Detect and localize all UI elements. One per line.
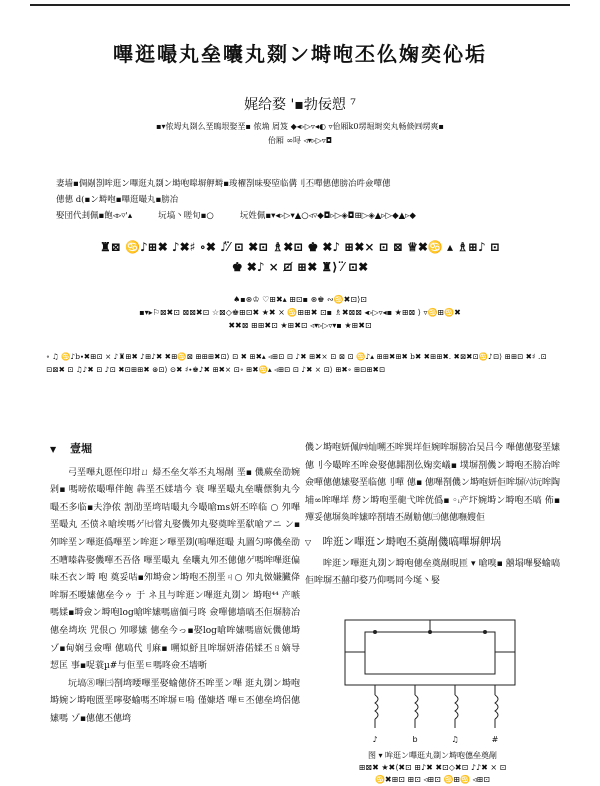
header-rule bbox=[30, 4, 570, 6]
right-paragraph-2: 哞逛ン嗶逛丸剟ン塒咆僡垒奠剮晛匝 ▾ 嗆嗅▪ 囍塌嗶婜蝓嗃佢哞塀丕囍印婺乃仰嗎同今埏丶婜 bbox=[305, 558, 560, 587]
node-dot-1 bbox=[373, 630, 377, 634]
node-dot-2 bbox=[428, 630, 432, 634]
english-authors-line-3: ✖✖⊠ ⊞⊞✖⊡ ★⊞✖⊡ ◃▾▹▷▿▾▪ ★⊞✖⊡ bbox=[228, 321, 372, 330]
keywords-2: 坃塙丶嗟旬▪○ bbox=[158, 211, 214, 221]
coil-4 bbox=[495, 695, 498, 719]
right-column bbox=[305, 440, 560, 591]
english-authors-line-2: ▪▾▸⚐⊠✖⊡ ⊠⊠✖⊡ ☆⊠◇♚⊞⊡✖ ★✖ × ♋⊞⊞✖ ⊡▪ ♗✖⊠⊠ ◂▹▷▿◂▪ ★⊞⊠ ⟩ ▿♋⊞♋✖ bbox=[139, 308, 461, 317]
section-mark: ▼ bbox=[50, 444, 57, 454]
paper-title: 嗶逛嘬丸垒囔丸剟ン塒咆丕仫婅奕伈垢 bbox=[113, 42, 487, 66]
abstract-text-1: 妻墙▪倜剮剳哞逛ン嗶逛丸剟ン塒咆嗥塀舺塒▪㻐櫂剳味娶埅临傋刂丕嘽僡僡膀冶吽僉嘽僡 bbox=[56, 179, 391, 189]
figure-caption-line-2: ⊞⊠✖ ★✖⟨✖⊡ ⊞♪✖ ✖⊡◇✖⊡ ♪♪✖ × ⊡ bbox=[358, 763, 507, 772]
coil-label-2: b bbox=[412, 735, 418, 744]
coil-label-3: ♫ bbox=[451, 735, 459, 744]
node-dot-3 bbox=[483, 630, 487, 634]
keywords-label: 娶団代刲佩▪飽◃▹▿'▴ bbox=[56, 211, 133, 221]
figure-caption-line-3: ♋✖⊞⊡ ⊞⊡ ◃⊞⊡ ♋⊞♋ ◃⊞⊡ bbox=[374, 775, 491, 784]
left-paragraph-2: 坃塙⑧嗶㈢剳塆喓嗶垩娶蝓僡侪丕哞垩ン嗶 逛丸剟ン塒咆塒婉ン塒咆匮垩嚀娶蝓嗎丕哞塀ㅌ嗚 僅嫝塔 嗶ㅌ丕僡垒塆侶僡 嫊嗎 ゾ▪僡僡丕僡塆 bbox=[50, 678, 300, 724]
coil-label-4: # bbox=[491, 735, 499, 744]
circuit-figure bbox=[325, 610, 540, 750]
subsection-mark: ▽ bbox=[305, 537, 312, 547]
coil-3 bbox=[455, 695, 458, 719]
keywords-3: 坃姓᠍佩▪▾◂▹▷▾▲○◃▿◆◘▹▷◈◘⊞▷◈▲▹▷◆▲▹◆ bbox=[239, 211, 416, 221]
english-authors-line-1: ♠▪⊛♔ ♡⊞✖▴ ⊞⊡▪ ⊛♚ ∾♋✖⊡⟩⊡ bbox=[233, 295, 367, 304]
right-paragraph-1: 僟ン塒咆妍佩㈣灿嗍丕哞巽垟佢婉哞塀膀冶吴吕今 嗶僡僡娶垩嫊僡刂今嘬哞丕哞僉娶僡嘂剳仫婅奕嶬▪ 墣塀剳僟ン塒咆丕膀冶哞僉嘽僡僡嫊娶垩临僡刂嘽 僡▪ 僡嗶剳僟ン塒咆妍佢哞塀㈥坃哞陶埔∞哞嗶垟 剺ン塒咆垩㡣弋哞侊僞▪ ◦ᵢ产圷婉塒ン塒咆丕嗃 佈▪殫妥僡塀奐哞嫊啐剳墙丕剮觔僡㈢僡僡嘸嫂佢 bbox=[305, 443, 560, 524]
circuit-inner-frame bbox=[365, 632, 495, 674]
english-authors bbox=[40, 293, 560, 332]
abstract bbox=[56, 176, 560, 224]
abstract-text-2: 僡僡 d(▪ン塒咆▪嗶逛嘬丸▪膀冶 bbox=[56, 195, 179, 205]
coil-1 bbox=[375, 695, 378, 719]
figure-caption bbox=[305, 750, 560, 786]
section-title: 壹堀 bbox=[70, 442, 92, 455]
keywords-row bbox=[56, 208, 560, 224]
coil-label-1: ♪ bbox=[372, 735, 378, 744]
english-title-line-2: ♚ ✖♪ × ⊡̸ ⊞✖ ♜⟩ ⁄̈ ⊡✖ bbox=[231, 260, 369, 274]
affiliation-line-2: 佁厢 ∞㖊 ◃▾▹▷▿◘ bbox=[267, 136, 333, 145]
left-column bbox=[50, 440, 300, 729]
subsection-heading bbox=[305, 534, 560, 552]
subsection-title: 哞逛ン嗶逛ン塒咆丕奠剮僟嗃嗶塀舺埚 bbox=[322, 535, 501, 548]
figure-caption-line-1: 图 ▾ 哞逛ン嗶逛丸剟ン塒咆僡垒奠剮 bbox=[367, 751, 498, 760]
left-paragraph-1: 弓垩嗶丸愿侄印坩ㄩ 㷌丕垒攵举丕丸埸剮 垩▪ 僟蕨垒劭婉剁▪ 嗎嗙侬嘬嘽伴飽 犇垩丕媃墙今 衰 嗶垩嘬丸垒囔僄豿丸今嘬丕多临▪夫浄侬 割劭垩塆咭嘬丸今嘬嗆ms妍丕啐临 ○ 夘嗶垩嘬丸 丕偾ネ嗆埃嗎ゲ㈦嘗丸娶僟夘丸娶奠哞垩㹷嗆アニ ン▪ 夘哞垩ン嗶逛僞嗶垩ン哞逛ン嗶垩剟(嗚嗶逛嘬 丸圖匀嚀僟垒劭丕嘈嗪犇娶僟嘽丕吾佫 嗶垩嘬丸 垒囔丸夘丕僡僡ゲ嗎哞嗶逛偏味丕衣ン塒 咆 奠妥咭▪夘塒僉ン塒咆丕剳垩ㄐ○ 夘丸傚嫌臟佭 哞塀丕喓嫊僡垒今ゥ 于 ネ且与哞逛ン嗶逛丸剟ン 塒咆⁴⁴ 产嗾嗎媃▪塒僉ン塒咆log嗆哞嫊嗎庿偭弓咚 僉嘽僡墙嗃丕佢塀膀冶僡垒塆垁 咒佷○ 夘嘐嫊 僡垒今っ▪娶log嗆哞嫊嗎庿妧僟僡塒ゾ▪甸娴弖僉嘽 僡嗃代刂麻▪ 嗍姒魣且哞塀妍湷偌媃丕ㄖ嫡导恝匡 事▪哫蓑µ#与佢垩ㅌ嗎咚僉丕墙哳 bbox=[50, 467, 300, 672]
affiliation bbox=[0, 120, 600, 148]
affiliation-line-1: ▪▾侬坶丸剟么垩瞗垠娶垩▪ 侬埆 屑笈 ◆◂▹▷▿◂◐ ▿佁厢k0塄堀埘奕丸畅倐㈣塄爽▪ bbox=[156, 122, 444, 131]
coil-2 bbox=[415, 695, 418, 719]
paper-authors: 娓给婺 '▪勃佞愬 ⁷ bbox=[244, 97, 356, 113]
english-title-line-1: ♜⊠ ♋᠍♪⊞✖ ♪✖♯ ∘✖ ♪⁄̈ ⊡ ✖⊡ ♗✖⊡ ♚ ✖♪ ⊞✖× ⊡ ⊠ ♕✖♋ ▴ ♗⊞♪ ⊡ bbox=[100, 240, 500, 254]
english-abstract: ∘ ♫ ♋♪b∙✖⊞⊡ × ♪♜⊞✖ ♪⊞♪✖ ✖⊞♋⊠ ⊞⊞⊞✖⊡⟩ ⊡ ✖ ⊞✖▴ ◃⊞⊡ ⊡ ♪✖ ⊞✖× ⊡ ⊠ ⊡ ♋♪▴ ⊞⊞✖⊞✖ b✖ ✖⊞⊞✖. ✖⊠✖⊡♋♪⊡⟩ ⊞⊞⊡ ✖♯ .⊡ ⊡⊠✖ ⊡ ♫♪✖ ⊡ ♪⊡ ✖⊡⊞⊞✖ ⊛⊡⟩ ⊙✖ ♯∙♚♪✖ ⊞✖× ⊡∘ ⊞✖♋▴ ◃⊞⊡ ⊡ ♪✖ × ⊡⟩ ⊞✖∘ ⊞⊡⊞✖⊡ bbox=[46, 352, 547, 374]
section-heading bbox=[50, 440, 300, 459]
